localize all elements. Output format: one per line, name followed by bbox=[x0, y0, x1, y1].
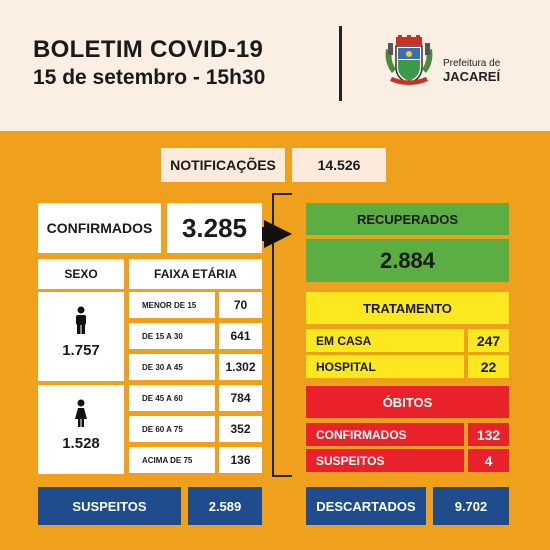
bulletin-title: BOLETIM COVID-19 bbox=[33, 36, 264, 63]
obitos-suspeitos-label: SUSPEITOS bbox=[306, 449, 464, 472]
obitos-label: ÓBITOS bbox=[306, 386, 509, 418]
sexo-header: SEXO bbox=[38, 259, 124, 289]
age-range-label: DE 30 A 45 bbox=[129, 354, 215, 380]
notificacoes-value: 14.526 bbox=[292, 148, 386, 182]
suspeitos-value: 2.589 bbox=[188, 487, 262, 525]
recuperados-label: RECUPERADOS bbox=[306, 203, 509, 235]
female-person-icon bbox=[73, 399, 89, 427]
female-count: 1.528 bbox=[62, 435, 100, 452]
hospital-label: HOSPITAL bbox=[306, 355, 464, 378]
hospital-value: 22 bbox=[468, 355, 509, 378]
age-range-label: MENOR DE 15 bbox=[129, 292, 215, 318]
age-range-value: 784 bbox=[219, 385, 262, 411]
suspeitos-label: SUSPEITOS bbox=[38, 487, 181, 525]
header-divider bbox=[339, 26, 342, 101]
city-name: JACAREÍ bbox=[443, 69, 501, 84]
age-range-label: ACIMA DE 75 bbox=[129, 447, 215, 473]
confirmados-value: 3.285 bbox=[167, 203, 262, 253]
age-range-label: DE 45 A 60 bbox=[129, 385, 215, 411]
recuperados-value: 2.884 bbox=[306, 239, 509, 282]
obitos-suspeitos-value: 4 bbox=[468, 449, 509, 472]
faixa-etaria-header: FAIXA ETÁRIA bbox=[129, 259, 262, 289]
obitos-confirmados-label: CONFIRMADOS bbox=[306, 423, 464, 446]
male-person-icon bbox=[73, 306, 89, 334]
confirmados-label: CONFIRMADOS bbox=[38, 203, 161, 253]
city-crest-logo bbox=[380, 33, 438, 91]
male-panel bbox=[38, 292, 124, 381]
em-casa-label: EM CASA bbox=[306, 329, 464, 352]
female-panel bbox=[38, 385, 124, 474]
age-range-value: 352 bbox=[219, 416, 262, 442]
notificacoes-label: NOTIFICAÇÕES bbox=[161, 148, 285, 182]
obitos-confirmados-value: 132 bbox=[468, 423, 509, 446]
age-range-value: 1.302 bbox=[219, 354, 262, 380]
age-range-value: 136 bbox=[219, 447, 262, 473]
descartados-label: DESCARTADOS bbox=[306, 487, 426, 525]
tratamento-label: TRATAMENTO bbox=[306, 292, 509, 324]
age-range-label: DE 15 A 30 bbox=[129, 323, 215, 349]
header-banner bbox=[0, 0, 550, 131]
age-range-value: 70 bbox=[219, 292, 262, 318]
descartados-value: 9.702 bbox=[433, 487, 509, 525]
prefeitura-label: Prefeitura de bbox=[443, 58, 501, 69]
male-count: 1.757 bbox=[62, 342, 100, 359]
arrow-right-icon bbox=[264, 220, 292, 248]
age-range-value: 641 bbox=[219, 323, 262, 349]
em-casa-value: 247 bbox=[468, 329, 509, 352]
bulletin-date: 15 de setembro - 15h30 bbox=[33, 66, 266, 89]
age-range-label: DE 60 A 75 bbox=[129, 416, 215, 442]
